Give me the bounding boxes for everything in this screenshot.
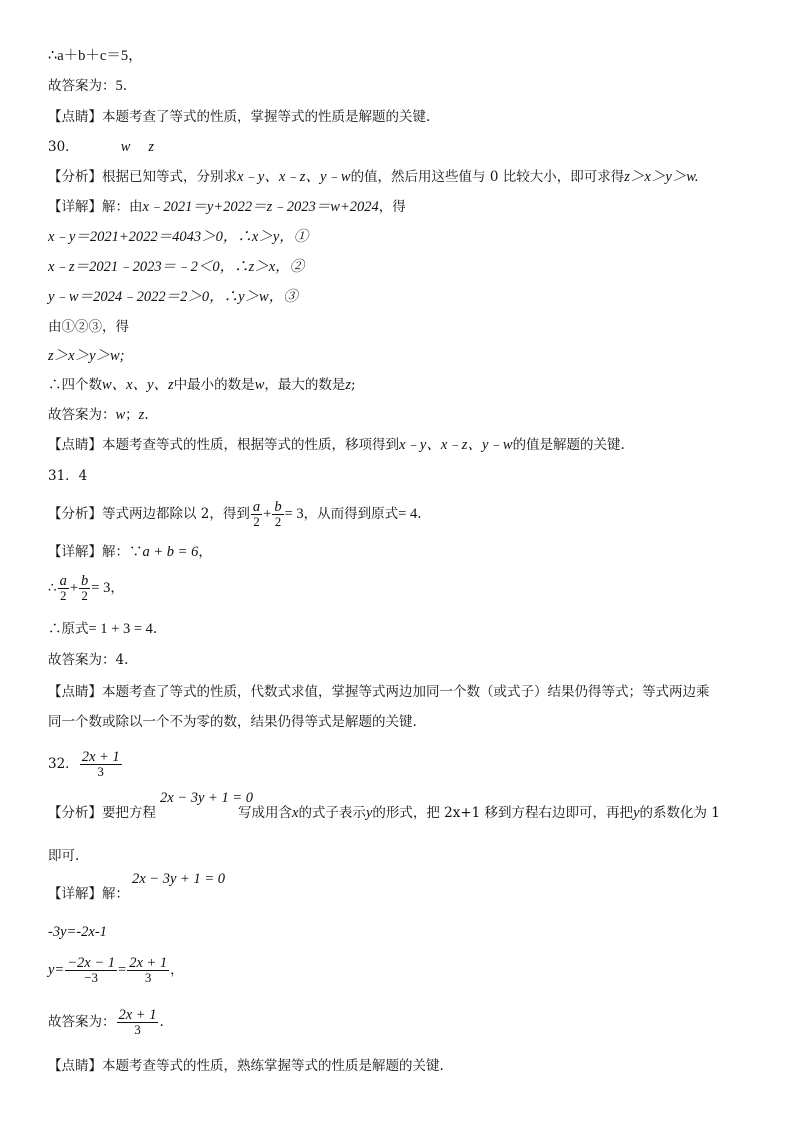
punct: . bbox=[159, 1014, 164, 1030]
analysis-text: 的式子表示 bbox=[298, 805, 366, 821]
denominator: 2 bbox=[274, 514, 282, 529]
answer-value: w bbox=[115, 407, 126, 423]
comment-text: 同一个数或除以一个不为零的数，结果仍得等式是解题的关键. bbox=[48, 714, 417, 730]
operator: + bbox=[69, 580, 79, 596]
operator: = bbox=[118, 962, 127, 978]
answer-line bbox=[48, 405, 149, 425]
denominator: 3 bbox=[97, 764, 104, 779]
question-30-header bbox=[48, 137, 154, 157]
fraction-step bbox=[48, 568, 124, 608]
fraction-a-over-2 bbox=[58, 574, 69, 603]
punct: . bbox=[417, 506, 422, 522]
step-3 bbox=[48, 287, 298, 307]
question-number: 30． bbox=[48, 139, 79, 155]
math-expr: z bbox=[345, 377, 352, 393]
math-expr: = 1 + 3 = 4 bbox=[88, 621, 153, 637]
math-expr: y= bbox=[48, 962, 65, 978]
math-expr: z＞x＞y＞w. bbox=[624, 169, 699, 185]
equation-text: ∴a＋b＋c＝5， bbox=[48, 48, 143, 64]
denominator: 3 bbox=[144, 970, 152, 985]
numerator: 2x + 1 bbox=[129, 955, 168, 971]
detail-text: 【详解】解：∵ bbox=[48, 544, 143, 560]
math-expr: x﹣y＝2021+2022＝4043＞0，∴x＞y，① bbox=[48, 229, 309, 245]
numerator: 2x + 1 bbox=[118, 1007, 157, 1023]
detail-text: 【详解】解： bbox=[48, 886, 129, 902]
detail-text: ，得 bbox=[378, 199, 406, 215]
denominator: 2 bbox=[81, 588, 88, 603]
math-expr: = 3 bbox=[284, 506, 304, 522]
step-1 bbox=[48, 227, 308, 247]
fraction-a-over-2 bbox=[251, 500, 262, 529]
analysis-text: 【分析】要把方程 bbox=[48, 805, 156, 821]
math-expr: w、x、y、z bbox=[102, 377, 174, 393]
answer-text: 故答案为：4. bbox=[48, 652, 129, 668]
denominator: 2 bbox=[253, 514, 260, 529]
detail-line bbox=[48, 197, 406, 217]
equation-raised: 2x − 3y + 1 = 0 bbox=[132, 871, 225, 887]
math-expr: x﹣y、x﹣z、y﹣w bbox=[237, 169, 351, 185]
comment-text: 【点睛】本题考查等式的性质，根据等式的性质，移项得到 bbox=[48, 437, 399, 453]
question-31-header bbox=[48, 466, 87, 486]
comment-text: 的值是解题的关键. bbox=[512, 437, 625, 453]
fraction-b-over-2 bbox=[272, 500, 283, 529]
punct: ， bbox=[198, 544, 212, 560]
numerator: b bbox=[274, 499, 282, 515]
detail-text: ，最大的数是 bbox=[264, 377, 346, 393]
analysis-text: 的系数化为 1 bbox=[639, 805, 720, 821]
question-number: 32． bbox=[48, 756, 79, 772]
result-line bbox=[48, 619, 157, 639]
math-var: y bbox=[633, 805, 640, 821]
math-expr: x﹣2021＝y+2022＝z﹣2023＝w+2024 bbox=[142, 199, 379, 215]
denominator: −3 bbox=[84, 970, 99, 985]
detail-text: 【详解】解：由 bbox=[48, 199, 143, 215]
punct: . bbox=[122, 78, 128, 94]
analysis-line bbox=[48, 803, 720, 823]
detail-text: 由①②③，得 bbox=[48, 319, 129, 335]
answer-label: 故答案为： bbox=[48, 78, 116, 94]
math-expr: = 4 bbox=[398, 506, 418, 522]
math-var: x bbox=[292, 805, 299, 821]
math-expr: a + b = 6 bbox=[142, 544, 199, 560]
punct: ， bbox=[170, 962, 184, 978]
question-number: 31．4 bbox=[48, 468, 88, 484]
answer-fraction bbox=[80, 750, 122, 779]
detail-line bbox=[48, 884, 129, 904]
math-expr: x﹣y、x﹣z、y﹣w bbox=[399, 437, 513, 453]
answer-line bbox=[48, 76, 127, 96]
detail-line bbox=[48, 542, 212, 562]
detail-text: 中最小的数是 bbox=[173, 377, 255, 393]
analysis-line bbox=[48, 167, 698, 187]
comment-line bbox=[48, 435, 625, 455]
punct: . bbox=[152, 621, 158, 637]
numerator: b bbox=[81, 573, 89, 589]
analysis-text: 的值，然后用这些值与 0 比较大小，即可求得 bbox=[350, 169, 625, 185]
detail-text: ∴四个数 bbox=[48, 377, 102, 393]
numerator: 2x + 1 bbox=[81, 749, 120, 765]
question-32-header bbox=[48, 744, 123, 784]
answer-var-w: w bbox=[120, 139, 131, 155]
comment-line bbox=[48, 1056, 444, 1076]
step-line bbox=[48, 922, 107, 942]
math-var: y bbox=[365, 805, 373, 821]
analysis-line bbox=[48, 494, 422, 534]
math-expr: x﹣z＝2021﹣2023＝﹣2＜0，∴z＞x，② bbox=[48, 259, 305, 275]
numerator: −2x − 1 bbox=[67, 955, 115, 971]
solve-y-line bbox=[48, 950, 184, 990]
equation-raised: 2x − 3y + 1 = 0 bbox=[160, 790, 253, 806]
math-expr: w bbox=[254, 377, 265, 393]
line-sum-result bbox=[48, 46, 143, 66]
denominator: 2 bbox=[59, 588, 67, 603]
fraction-pos bbox=[127, 956, 169, 985]
answer-value: 5 bbox=[115, 78, 123, 94]
answer-label: 故答案为： bbox=[48, 1014, 116, 1030]
therefore-symbol: ∴ bbox=[48, 580, 57, 596]
punct: ， bbox=[110, 580, 124, 596]
math-expr: -3y=-2x-1 bbox=[48, 924, 107, 940]
conclusion-line bbox=[48, 375, 356, 395]
answer-value: z bbox=[138, 407, 145, 423]
answer-line bbox=[48, 1002, 164, 1042]
analysis-text: 【分析】根据已知等式，分别求 bbox=[48, 169, 237, 185]
analysis-text: 【分析】等式两边都除以 2，得到 bbox=[48, 506, 250, 522]
punct: ; bbox=[351, 377, 356, 393]
detail-text: ∴原式 bbox=[48, 621, 89, 637]
answer-var-z: z bbox=[148, 139, 155, 155]
combine-line bbox=[48, 317, 129, 337]
comment-text: 【点睛】本题考查等式的性质，熟练掌握等式的性质是解题的关键. bbox=[48, 1058, 444, 1074]
analysis-text: 的形式，把 2x+1 移到方程右边即可，再把 bbox=[372, 805, 634, 821]
analysis-line-cont bbox=[48, 846, 79, 866]
fraction-neg bbox=[65, 956, 117, 985]
fraction-b-over-2 bbox=[79, 574, 90, 603]
denominator: 3 bbox=[134, 1022, 141, 1037]
math-expr: y﹣w＝2024﹣2022＝2＞0，∴y＞w，③ bbox=[48, 289, 298, 305]
analysis-text: 即可. bbox=[48, 848, 80, 864]
punct: ； bbox=[125, 407, 139, 423]
punct: . bbox=[144, 407, 149, 423]
answer-line bbox=[48, 650, 128, 670]
math-expr: z＞x＞y＞w; bbox=[48, 348, 125, 364]
answer-label: 故答案为： bbox=[48, 407, 116, 423]
comment-text: 【点睛】本题考查了等式的性质，代数式求值，掌握等式两边加同一个数（或式子）结果仍得等式；等式两边乘 bbox=[48, 684, 710, 700]
numerator: a bbox=[252, 499, 261, 515]
operator: + bbox=[263, 506, 272, 522]
answer-fraction bbox=[117, 1008, 159, 1037]
step-2 bbox=[48, 257, 304, 277]
numerator: a bbox=[59, 573, 67, 589]
comment-line bbox=[48, 682, 710, 702]
comment-text: 【点睛】本题考查了等式的性质，掌握等式的性质是解题的关键. bbox=[48, 109, 431, 125]
math-expr: = 3 bbox=[91, 580, 111, 596]
ordering-line bbox=[48, 346, 125, 366]
analysis-text: 写成用含 bbox=[238, 805, 292, 821]
analysis-text: ，从而得到原式 bbox=[303, 506, 399, 522]
comment-line-cont bbox=[48, 712, 417, 732]
comment-line bbox=[48, 107, 430, 127]
